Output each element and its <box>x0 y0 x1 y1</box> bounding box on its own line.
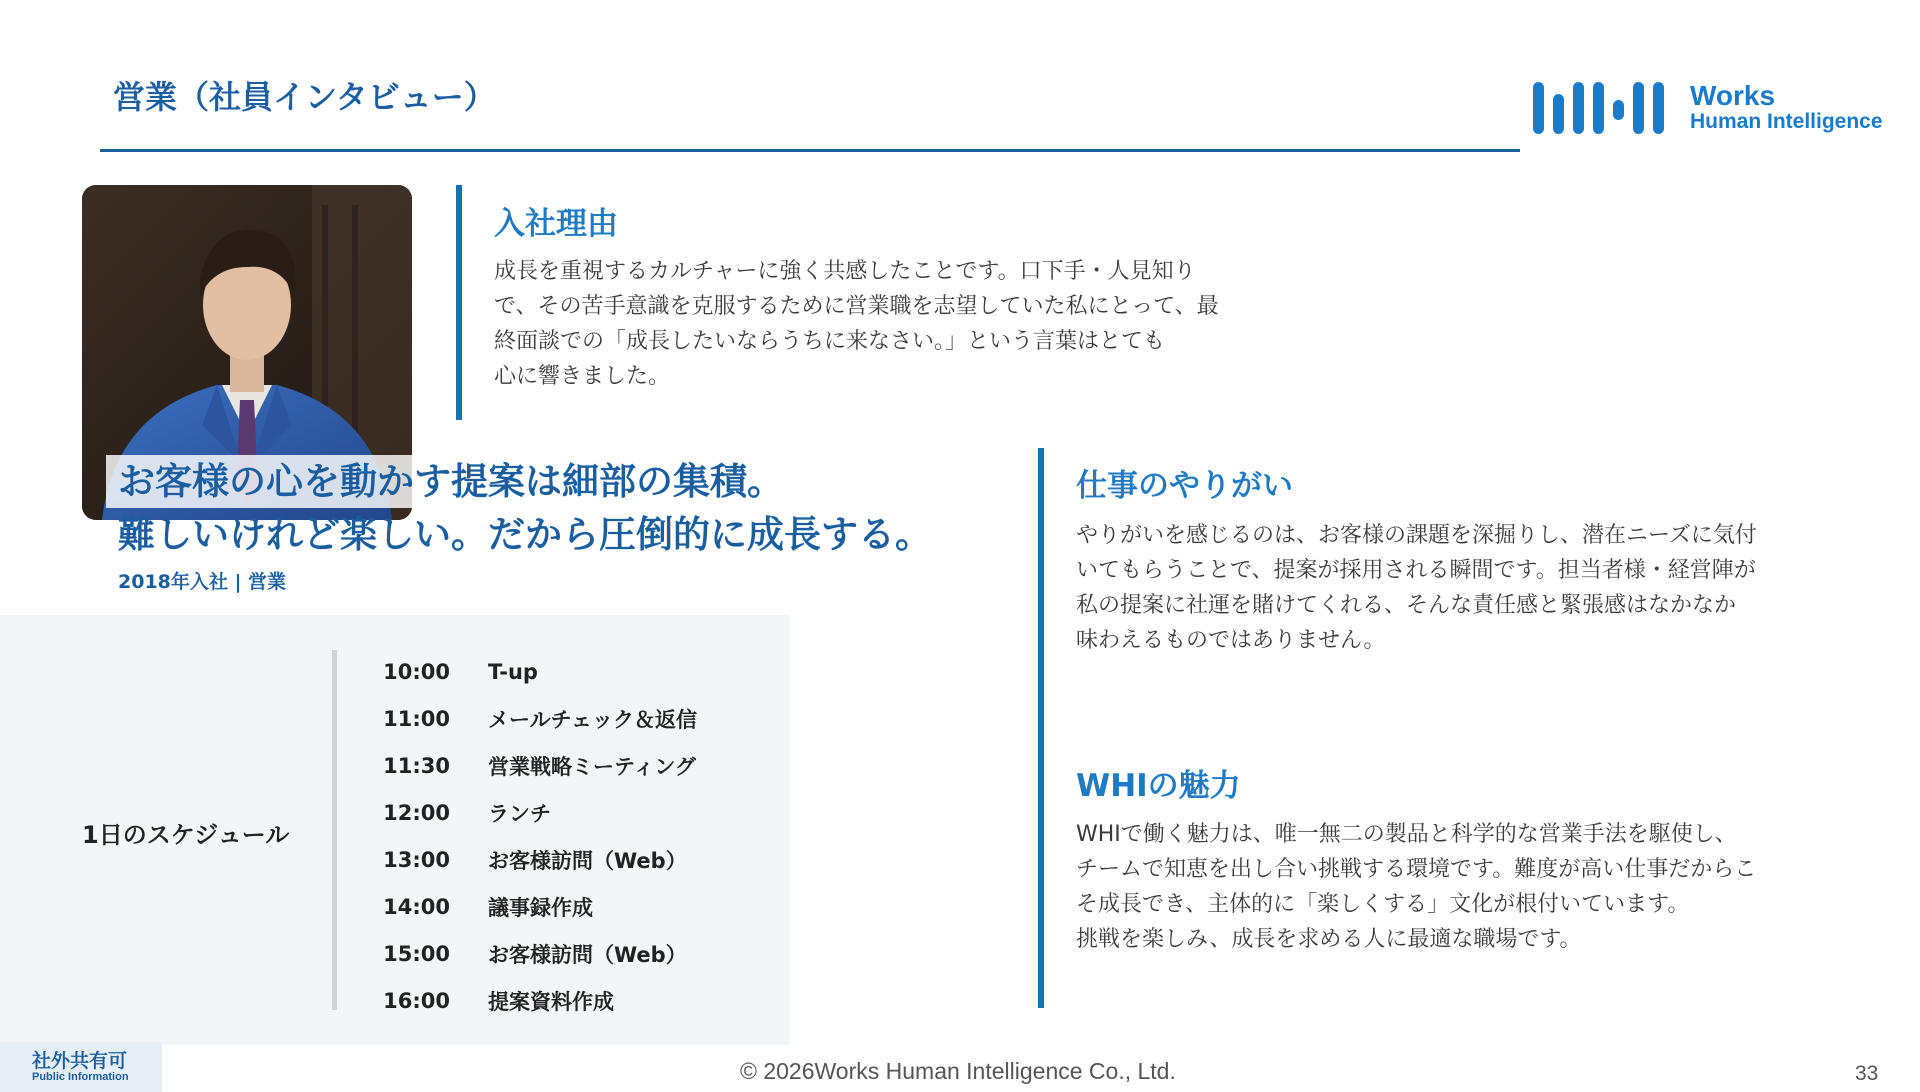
join-year-label: 2018年入社 | 営業 <box>118 571 287 593</box>
logo-wordmark-works: Works <box>1690 80 1776 111</box>
logo-wordmark-hi: Human Intelligence <box>1690 110 1883 133</box>
reason-line: 終面談での「成長したいならうちに来なさい。」という言葉はとても <box>494 329 1166 354</box>
schedule-row <box>380 930 697 977</box>
appeal-line: チームで知恵を出し合い挑戦する環境です。難度が高い仕事だからこ <box>1076 857 1757 882</box>
page-number: 33 <box>1855 1062 1879 1085</box>
schedule-divider <box>332 650 337 1010</box>
schedule-time: 16:00 <box>383 988 450 1013</box>
schedule-row <box>380 789 697 836</box>
right-column-accent-bar <box>1038 448 1044 1008</box>
schedule-row <box>380 883 697 930</box>
title-divider <box>100 149 1520 152</box>
schedule-time: 10:00 <box>383 659 450 684</box>
badge-label: 社外共有可 <box>32 1050 128 1072</box>
public-info-badge <box>0 1042 162 1092</box>
schedule-time: 11:30 <box>383 753 450 778</box>
appeal-line: WHIで働く魅力は、唯一無二の製品と科学的な営業手法を駆使し、 <box>1076 822 1737 847</box>
badge-sublabel: Public Information <box>32 1071 129 1083</box>
schedule-time: 15:00 <box>383 941 450 966</box>
schedule-row <box>380 648 697 695</box>
schedule-activity: 営業戦略ミーティング <box>488 754 696 779</box>
catchphrase <box>118 455 938 594</box>
schedule-list <box>380 648 697 1024</box>
schedule-activity: お客様訪問（Web） <box>488 942 687 967</box>
schedule-row <box>380 836 697 883</box>
schedule-row <box>380 742 697 789</box>
reason-heading: 入社理由 <box>494 206 618 242</box>
reason-line: 心に響きました。 <box>494 364 671 389</box>
reason-body <box>494 254 1219 394</box>
company-logo <box>1530 80 1900 136</box>
rewarding-line: やりがいを感じるのは、お客様の課題を深掘りし、潜在ニーズに気付 <box>1076 523 1757 548</box>
schedule-activity: 議事録作成 <box>488 895 593 920</box>
reason-line: で、その苦手意識を克服するために営業職を志望していた私にとって、最 <box>494 294 1219 319</box>
schedule-time: 13:00 <box>383 847 450 872</box>
schedule-time: 12:00 <box>383 800 450 825</box>
appeal-line: そ成長でき、主体的に「楽しくする」文化が根付いています。 <box>1076 892 1690 917</box>
schedule-activity: メールチェック＆返信 <box>488 707 697 732</box>
rewarding-line: 味わえるものではありません。 <box>1076 628 1386 653</box>
catchphrase-line-1: お客様の心を動かす提案は細部の集積。 <box>106 455 796 508</box>
schedule-activity: T-up <box>488 659 538 684</box>
schedule-row <box>380 695 697 742</box>
reason-accent-bar <box>456 185 462 420</box>
schedule-row <box>380 977 697 1024</box>
schedule-title: 1日のスケジュール <box>82 821 290 849</box>
appeal-line: 挑戦を楽しみ、成長を求める人に最適な職場です。 <box>1076 927 1582 952</box>
rewarding-line: いてもらうことで、提案が採用される瞬間です。担当者様・経営陣が <box>1076 558 1756 583</box>
schedule-activity: お客様訪問（Web） <box>488 848 687 873</box>
copyright: © 2026Works Human Intelligence Co., Ltd. <box>740 1058 1176 1084</box>
schedule-activity: ランチ <box>488 801 551 826</box>
rewarding-body <box>1076 518 1757 658</box>
reason-line: 成長を重視するカルチャーに強く共感したことです。口下手・人見知り <box>494 259 1196 284</box>
appeal-heading: WHIの魅力 <box>1076 768 1241 804</box>
logo-bars-icon <box>1530 80 1680 136</box>
schedule-time: 11:00 <box>383 706 450 731</box>
appeal-body <box>1076 817 1756 957</box>
rewarding-heading: 仕事のやりがい <box>1076 468 1293 504</box>
catchphrase-line-2: 難しいけれど楽しい。だから圧倒的に成長する。 <box>118 513 932 556</box>
page-title: 営業（社員インタビュー） <box>113 78 496 116</box>
schedule-time: 14:00 <box>383 894 450 919</box>
schedule-activity: 提案資料作成 <box>488 989 614 1014</box>
rewarding-line: 私の提案に社運を賭けてくれる、そんな責任感と緊張感はなかなか <box>1076 593 1737 618</box>
